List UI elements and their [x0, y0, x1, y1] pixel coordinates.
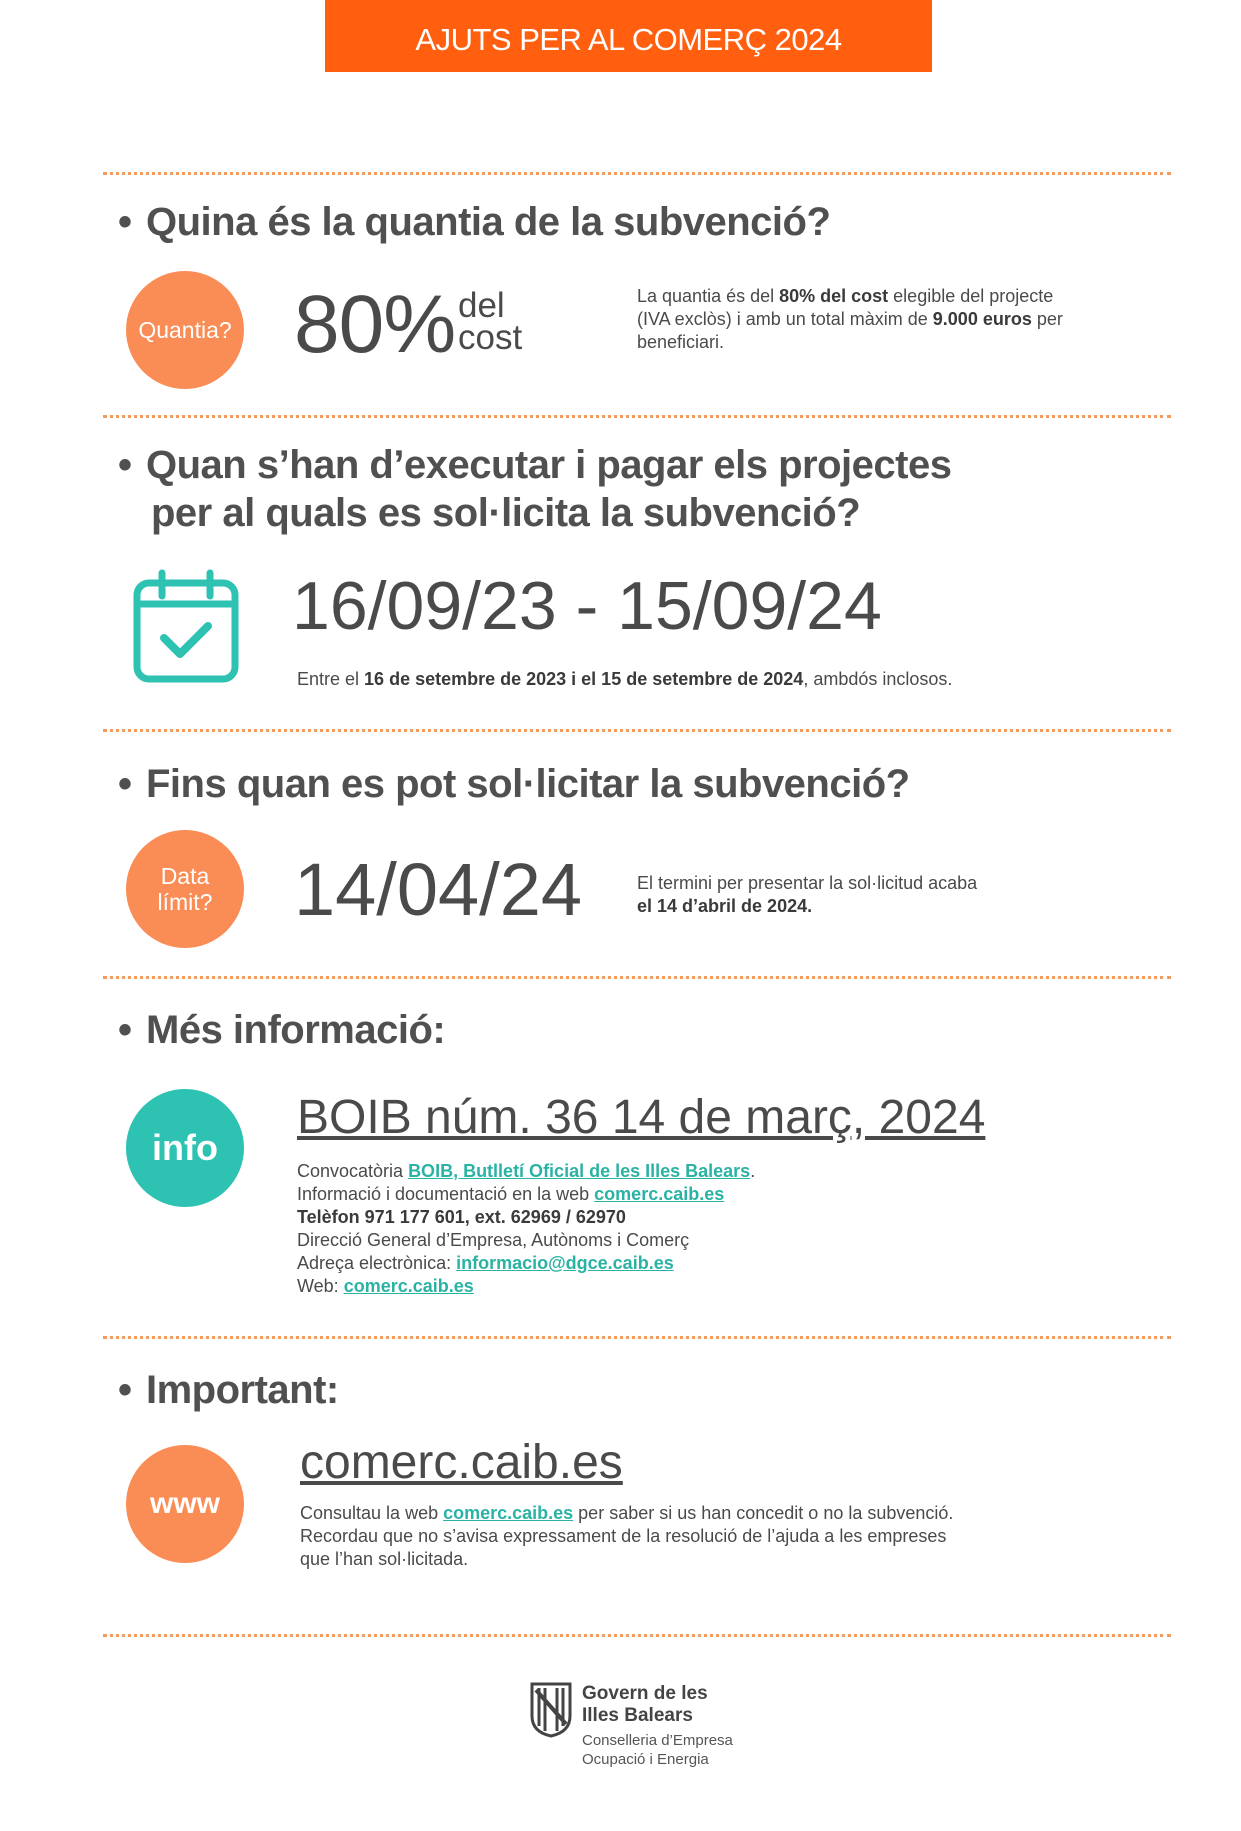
section-heading-amount: • Quina és la quantia de la subvenció?: [118, 200, 831, 244]
boib-reference-link[interactable]: BOIB núm. 36 14 de març, 2024: [297, 1091, 986, 1144]
amount-suffix: del cost: [458, 286, 523, 357]
deadline-date: 14/04/24: [294, 848, 583, 931]
info-line-phone: Telèfon 971 177 601, ext. 62969 / 62970: [297, 1207, 626, 1227]
comerc-web-link[interactable]: comerc.caib.es: [594, 1184, 725, 1204]
email-link[interactable]: informacio@dgce.caib.es: [456, 1253, 674, 1273]
page-title: AJUTS PER AL COMERÇ 2024: [415, 22, 842, 57]
boib-link[interactable]: BOIB, Butlletí Oficial de les Illes Balears: [408, 1161, 751, 1181]
section-divider: [103, 172, 1171, 175]
section-heading-execution: • Quan s’han d’executar i pagar els projectes per al quals es sol·licita la subvenció?: [118, 443, 952, 535]
amount-badge: Quantia?: [126, 271, 244, 389]
info-line-website: Web: comerc.caib.es: [297, 1276, 474, 1296]
govern-illes-balears-emblem-icon: [530, 1682, 572, 1738]
info-line-direction: Direcció General d’Empresa, Autònoms i Comerç: [297, 1230, 690, 1250]
amount-description: La quantia és del 80% del cost elegible del projecte (IVA exclòs) i amb un total màxim de 9.000 euros per beneficiari.: [637, 286, 1063, 352]
section-divider: [103, 976, 1171, 979]
page-title-banner: [325, 0, 932, 72]
amount-percent: 80%: [294, 279, 456, 370]
info-line-email: Adreça electrònica: informacio@dgce.caib.es: [297, 1253, 674, 1273]
www-badge: www: [126, 1445, 244, 1563]
deadline-badge: Data límit?: [126, 830, 244, 948]
section-divider: [103, 1336, 1171, 1339]
important-web-link[interactable]: comerc.caib.es: [300, 1436, 623, 1489]
more-info-details: [297, 1160, 1097, 1298]
website-link[interactable]: comerc.caib.es: [343, 1276, 474, 1296]
section-heading-important: • Important:: [118, 1368, 339, 1412]
comerc-link[interactable]: comerc.caib.es: [443, 1503, 574, 1523]
section-heading-deadline: • Fins quan es pot sol·licitar la subvenció?: [118, 762, 910, 806]
info-badge: info: [126, 1089, 244, 1207]
calendar-check-icon: [132, 568, 240, 686]
info-line-web: Informació i documentació en la web comerc.caib.es: [297, 1184, 725, 1204]
important-description: Consultau la web comerc.caib.es per saber si us han concedit o no la subvenció. Recordau que no s’avisa expressament de la resolució de l’ajuda a les empreses que l’han sol·licitada.: [300, 1503, 954, 1569]
footer-conselleria: Conselleria d’Empresa Ocupació i Energia: [582, 1732, 733, 1768]
info-line-convocatoria: Convocatòria BOIB, Butlletí Oficial de les Illes Balears.: [297, 1161, 756, 1181]
footer-govern-name: Govern de les Illes Balears: [582, 1683, 708, 1726]
deadline-description: El termini per presentar la sol·licitud acaba el 14 d’abril de 2024.: [637, 873, 978, 916]
section-divider: [103, 415, 1171, 418]
execution-date-range: 16/09/23 - 15/09/24: [292, 568, 882, 644]
section-divider: [103, 729, 1171, 732]
execution-description: Entre el 16 de setembre de 2023 i el 15 de setembre de 2024, ambdós inclosos.: [297, 669, 953, 689]
section-heading-more-info: • Més informació:: [118, 1008, 446, 1052]
section-divider: [103, 1634, 1171, 1637]
